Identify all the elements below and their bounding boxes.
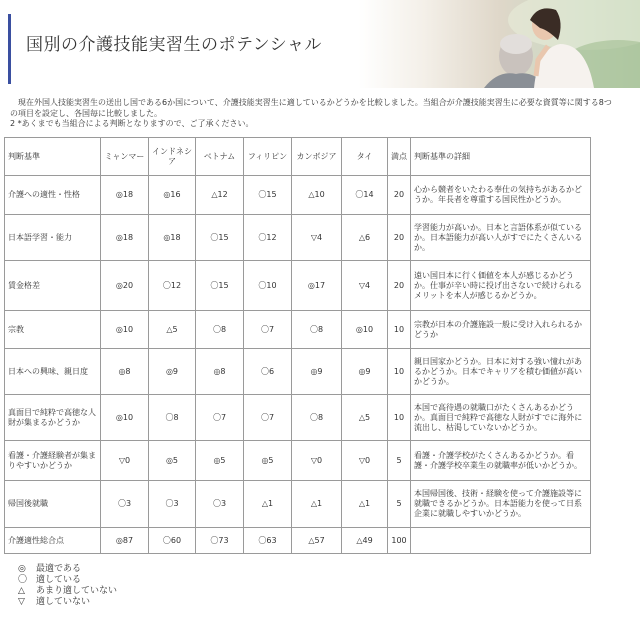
legend-symbol: △: [18, 586, 25, 596]
score-cell: ◎20: [101, 261, 149, 311]
criteria-cell: 賃金格差: [5, 261, 101, 311]
detail-cell: 本国で高待遇の就職口がたくさんあるかどうか。真面目で純粋で高徳な人財がすでに海外に流出し、枯渇していないかどうか。: [411, 395, 591, 441]
header-accent-bar: [8, 14, 11, 84]
score-cell: ◎17: [292, 261, 342, 311]
score-cell: 〇14: [342, 176, 388, 215]
score-cell: 〇3: [149, 481, 196, 528]
legend-symbol: ▽: [18, 597, 25, 607]
header-country: フィリピン: [244, 138, 292, 176]
full-score-cell: 20: [388, 261, 411, 311]
score-cell: 〇8: [292, 395, 342, 441]
criteria-cell: 帰国後就職: [5, 481, 101, 528]
score-cell: ◎10: [342, 311, 388, 349]
score-cell: 〇7: [244, 395, 292, 441]
header-country: インドネシア: [149, 138, 196, 176]
criteria-cell: 介護への適性・性格: [5, 176, 101, 215]
score-cell: 〇12: [244, 215, 292, 261]
legend-item: [18, 575, 117, 586]
detail-cell: 本国帰国後、技術・経験を使って介護施設等に就職できるかどうか。日本語能力を使って日系企業に就職しやすいかどうか。: [411, 481, 591, 528]
score-cell: ▽0: [292, 441, 342, 481]
criteria-cell: 真面目で純粋で高徳な人財が集まるかどうか: [5, 395, 101, 441]
full-score-cell: 20: [388, 176, 411, 215]
table-row: [5, 261, 591, 311]
score-cell: ▽0: [101, 441, 149, 481]
table-row: [5, 395, 591, 441]
header-detail: 判断基準の詳細: [411, 138, 591, 176]
page-title: 国別の介護技能実習生のポテンシャル: [26, 35, 322, 55]
score-cell: ◎10: [101, 311, 149, 349]
criteria-cell: 日本語学習・能力: [5, 215, 101, 261]
score-cell: ◎87: [101, 528, 149, 554]
score-cell: ◎9: [292, 349, 342, 395]
score-cell: 〇63: [244, 528, 292, 554]
score-cell: △1: [244, 481, 292, 528]
score-cell: △1: [342, 481, 388, 528]
criteria-cell: 日本への興味、親日度: [5, 349, 101, 395]
score-cell: 〇15: [196, 215, 244, 261]
score-cell: △10: [292, 176, 342, 215]
intro-line: の項目を設定し、各国毎に比較しました。: [10, 108, 162, 118]
table-row: [5, 311, 591, 349]
table-row: [5, 215, 591, 261]
score-cell: ◎8: [101, 349, 149, 395]
legend-label: 最適である: [36, 564, 82, 574]
criteria-cell: 看護・介護経験者が集まりやすいかどうか: [5, 441, 101, 481]
score-cell: ◎18: [101, 176, 149, 215]
legend-item: [18, 564, 117, 575]
score-cell: ◎18: [101, 215, 149, 261]
legend-symbol: ◎: [18, 564, 26, 574]
score-cell: △57: [292, 528, 342, 554]
intro-line: 現在外国人技能実習生の送出し国である6か国について、介護技能実習生に適しているかどうかを比較しました。当組合が介護技能実習生に必要な資質等に関する8つ: [18, 98, 612, 107]
score-cell: △5: [342, 395, 388, 441]
header-full-score: 満点: [388, 138, 411, 176]
legend: [18, 564, 117, 608]
score-cell: ◎16: [149, 176, 196, 215]
legend-label: 適していない: [36, 597, 91, 607]
criteria-cell: 介護適性総合点: [5, 528, 101, 554]
score-cell: ▽0: [342, 441, 388, 481]
header-country: ミャンマー: [101, 138, 149, 176]
score-cell: 〇12: [149, 261, 196, 311]
score-cell: 〇8: [196, 311, 244, 349]
score-cell: ◎5: [244, 441, 292, 481]
score-cell: ◎5: [196, 441, 244, 481]
score-cell: 〇3: [101, 481, 149, 528]
full-score-cell: 5: [388, 481, 411, 528]
full-score-cell: 10: [388, 395, 411, 441]
score-cell: 〇7: [244, 311, 292, 349]
table-header-row: [5, 138, 591, 176]
intro-text: [10, 98, 632, 130]
full-score-cell: 5: [388, 441, 411, 481]
table-row-total: [5, 528, 591, 554]
score-cell: ◎9: [149, 349, 196, 395]
full-score-cell: 10: [388, 349, 411, 395]
score-cell: △12: [196, 176, 244, 215]
score-cell: ▽4: [292, 215, 342, 261]
score-cell: △5: [149, 311, 196, 349]
criteria-cell: 宗教: [5, 311, 101, 349]
detail-cell: 遠い国日本に行く価値を本人が感じるかどうか。仕事が辛い時に投げ出さないで続けられるメリットを本人が感じるかどうか。: [411, 261, 591, 311]
table-row: [5, 481, 591, 528]
score-cell: ▽4: [342, 261, 388, 311]
legend-label: あまり適していない: [36, 586, 118, 596]
detail-cell: 学習能力が高いか。日本と言語体系が似ているか。日本語能力が高い人がすでにたくさんいるか。: [411, 215, 591, 261]
score-cell: 〇15: [196, 261, 244, 311]
score-cell: 〇3: [196, 481, 244, 528]
detail-cell: 宗教が日本の介護施設一般に受け入れられるかどうか: [411, 311, 591, 349]
header-country: ベトナム: [196, 138, 244, 176]
table-row: [5, 441, 591, 481]
score-cell: 〇6: [244, 349, 292, 395]
detail-cell: 親日国家かどうか。日本に対する強い憧れがあるかどうか。日本でキャリアを積む価値が高いかどうか。: [411, 349, 591, 395]
header-country: タイ: [342, 138, 388, 176]
full-score-cell: 20: [388, 215, 411, 261]
score-cell: 〇73: [196, 528, 244, 554]
score-cell: 〇7: [196, 395, 244, 441]
score-cell: △1: [292, 481, 342, 528]
score-cell: 〇8: [292, 311, 342, 349]
score-cell: △49: [342, 528, 388, 554]
legend-label: 適している: [36, 575, 82, 585]
legend-symbol: 〇: [18, 575, 28, 585]
intro-note: 2 *あくまでも当組合による判断となりますので、ご了承ください。: [10, 119, 254, 128]
score-cell: 〇60: [149, 528, 196, 554]
score-cell: △6: [342, 215, 388, 261]
header-country: カンボジア: [292, 138, 342, 176]
score-cell: ◎18: [149, 215, 196, 261]
table-row: [5, 349, 591, 395]
score-cell: 〇8: [149, 395, 196, 441]
detail-cell: [411, 528, 591, 554]
full-score-cell: 10: [388, 311, 411, 349]
header-criteria: 判断基準: [5, 138, 101, 176]
score-cell: ◎8: [196, 349, 244, 395]
legend-item: [18, 586, 117, 597]
detail-cell: 心から競者をいたわる奉仕の気持ちがあるかどうか。年長者を尊重する国民性かどうか。: [411, 176, 591, 215]
full-score-cell: 100: [388, 528, 411, 554]
header-photo: [388, 0, 640, 88]
table-row: [5, 176, 591, 215]
legend-item: [18, 597, 117, 608]
score-cell: ◎10: [101, 395, 149, 441]
score-cell: 〇10: [244, 261, 292, 311]
page-header: [0, 0, 640, 88]
country-comparison-table: [4, 137, 591, 554]
detail-cell: 看護・介護学校がたくさんあるかどうか。看護・介護学校卒業生の就職率が低いかどうか。: [411, 441, 591, 481]
score-cell: 〇15: [244, 176, 292, 215]
score-cell: ◎5: [149, 441, 196, 481]
score-cell: ◎9: [342, 349, 388, 395]
